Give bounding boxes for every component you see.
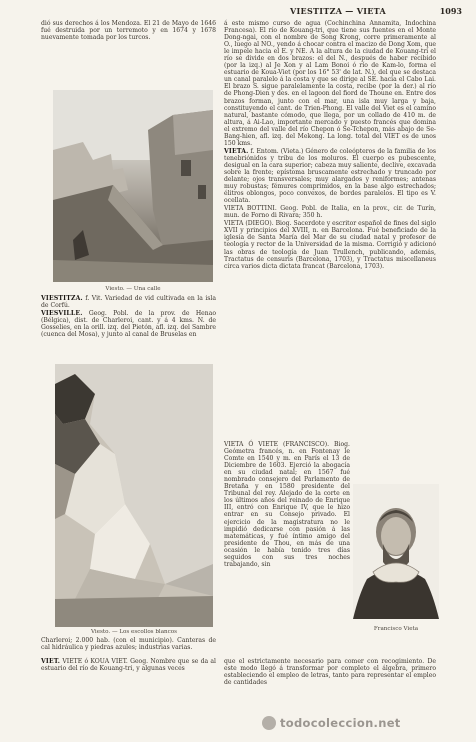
viet-continued-paragraph: á este mismo curso de agua (Cochinchina Annamita, Indochina Francesa). El río de Kouang-tri, que tiene sus fuentes en el Monte Dong-ngai, con el nombre de Song Krong, corre primeramente al O., luego al NO., yendo á chocar contra el macizo de Dong Xom, que le impele hacia el E. y NE. A la altura de la ciudad de Kouang-tri el río se divide en dos brazos: el del N., después de haber recibido (por la izq.) al Je Xon y al Lam Bonoi ó río de Kam-lo, forma el estuario de Koua-Viet (por los 16° 53' de lat. N.), del que se destaca un canal paralelo á la costa y que se dirige al SE. hacia el Cabo Lai. El brazo S. sigue paralelamente la costa, recibe (por la der.) al río de Phong-Dien y des. en el lagoon del fiord de Thoune en. Entre dos brazos forman, junto con el mar, una isla muy larga y baja, constituyendo el cant. de Trien-Phong. El valle del Viet es el camino natural, bastante cómodo, que llega, por un collado de 410 m. de altura, á Ai-Lao, importante mercado y puesto francés que domina el extremo del valle del río Chepon ó Se-Tchepon, más abajo de Se-Bang-hien, afl. izq. del Mekong. La long. total del VIET es de unos 150 kms. — [224, 20, 436, 147]
page-header — [40, 6, 462, 18]
viet-text: VIETE ó KOUA VIET. Geog. Nombre que se da al estuario del río de Kouang-tri, y algunas veces — [41, 658, 216, 673]
page-number: 1093 — [439, 6, 462, 16]
viesville-entry — [41, 310, 216, 338]
right-column — [224, 20, 436, 270]
watermark-logo-icon — [262, 716, 276, 730]
portrait-caption: Francisco Vieta — [373, 626, 419, 632]
portrait-francisco-vieta — [353, 484, 439, 619]
intro-paragraph: dió sus derechos á los Mendoza. El 21 de Mayo de 1646 fué destruida por un terremoto y en 1674 y 1678 nuevamente tomada por los turcos. — [41, 20, 216, 42]
vieta-francisco-entry: VIETA Ó VIETE (FRANCISCO). Biog. Geómetra francés, n. en Fontenay le Comte en 1540 y m. en París el 13 de Diciembre de 1603. Ejerció la abogacía en su ciudad natal; en 1567 fué nombrado consejero del Parlamento de Bretaña y en 1580 presidente del Tribunal del rey. Alejado de la corte en los últimos años del reinado de Enrique III, entró con Enrique IV, que le hizo entrar en su Consejo privado. El ejercicio de la magistratura no le impidió dedicarse con pasión á las matemáticas, y fué íntimo amigo del presidente de Thou, en más de una ocasión le había tenido tres días seguidos con sus tres noches trabajando, sin — [224, 441, 350, 568]
running-head: VIESTITZA — VIETA — [290, 6, 386, 16]
viesville-continued: Charleroi; 2.000 hab. (con el municipio). Canteras de cal hidráulica y piedras azules; industrias varias. — [41, 637, 216, 652]
cliffs-photo-caption: Viesto. — Los escollos blancos — [90, 629, 178, 635]
vieta-insect-entry — [224, 148, 436, 204]
viestitza-entry — [41, 295, 216, 309]
viet-entry — [41, 658, 216, 672]
viet-head: VIET. — [41, 658, 61, 665]
vieta-diego-entry: VIETA (DIEGO). Biog. Sacerdote y escritor español de fines del siglo XVII y principios del XVIII, n. en Barcelona. Fué beneficiado de la iglesia de Santa María del Mar de su ciudad natal y profesor de teología y rector de la Universidad de la misma. Corrigió y adicionó las obras de teología de Juan Trullench, publicando, además, Tractatus de censuris (Barcelona, 1703), y Tractatus miscellaneus circa varios dicta dictata francat (Barcelona, 1703). — [224, 220, 436, 270]
viesville-text: Geog. Pobl. de la prov. de Henao (Bélgica), dist. de Charleroi, cant. y á 4 kms. N. de Gosselies, en la orill. izq. del Pietón, afl. izq. del Sambre (cuenca del Mosa), y junto al canal de Bruselas en — [41, 310, 216, 339]
watermark-text: todocoleccion.net — [280, 716, 401, 730]
watermark — [262, 714, 467, 734]
street-photo-caption: Viesto. — Una calle — [105, 286, 161, 292]
viesville-head: VIESVILLE. — [41, 310, 83, 317]
vieta-francisco-continued: que el estrictamente necesario para comer con recogimiento. De este modo llegó á transformar por completo el álgebra, primero estableciendo el empleo de letras, tanto para representar el empleo de cantidades — [224, 658, 436, 687]
left-column — [41, 20, 216, 41]
vieta-insect-head: VIETA. — [224, 147, 249, 155]
vieta-bottini-entry: VIETA BOTTINI. Geog. Pobl. de Italia, en la prov., cir. de Turín, mun. de Forno di Rivara; 350 h. — [224, 205, 436, 220]
cliffs-photo — [55, 364, 213, 627]
viestitza-head: VIESTITZA. — [41, 295, 83, 302]
viestitza-text: f. Vit. Variedad de vid cultivada en la isla de Corfú. — [41, 295, 217, 310]
vieta-insect-text: f. Entom. (Vieta.) Género de coleópteros de la familia de los tenebriónidos y tribu de los moluros. El cuerpo es pubescente, desigual en la cara superior; cabeza muy saliente, declive, excavada sobre la frente; epístoma bruscamente estrechado y truncado por delante; ojos transversales; muy alargados y reniformes; antenas muy robustas; fémures comprimidos, en la base algo estrechados; élitros oblongos, poco convexos, de bordes paralelos. El tipo es V. ocellata. — [224, 147, 436, 205]
street-photo — [53, 90, 213, 282]
